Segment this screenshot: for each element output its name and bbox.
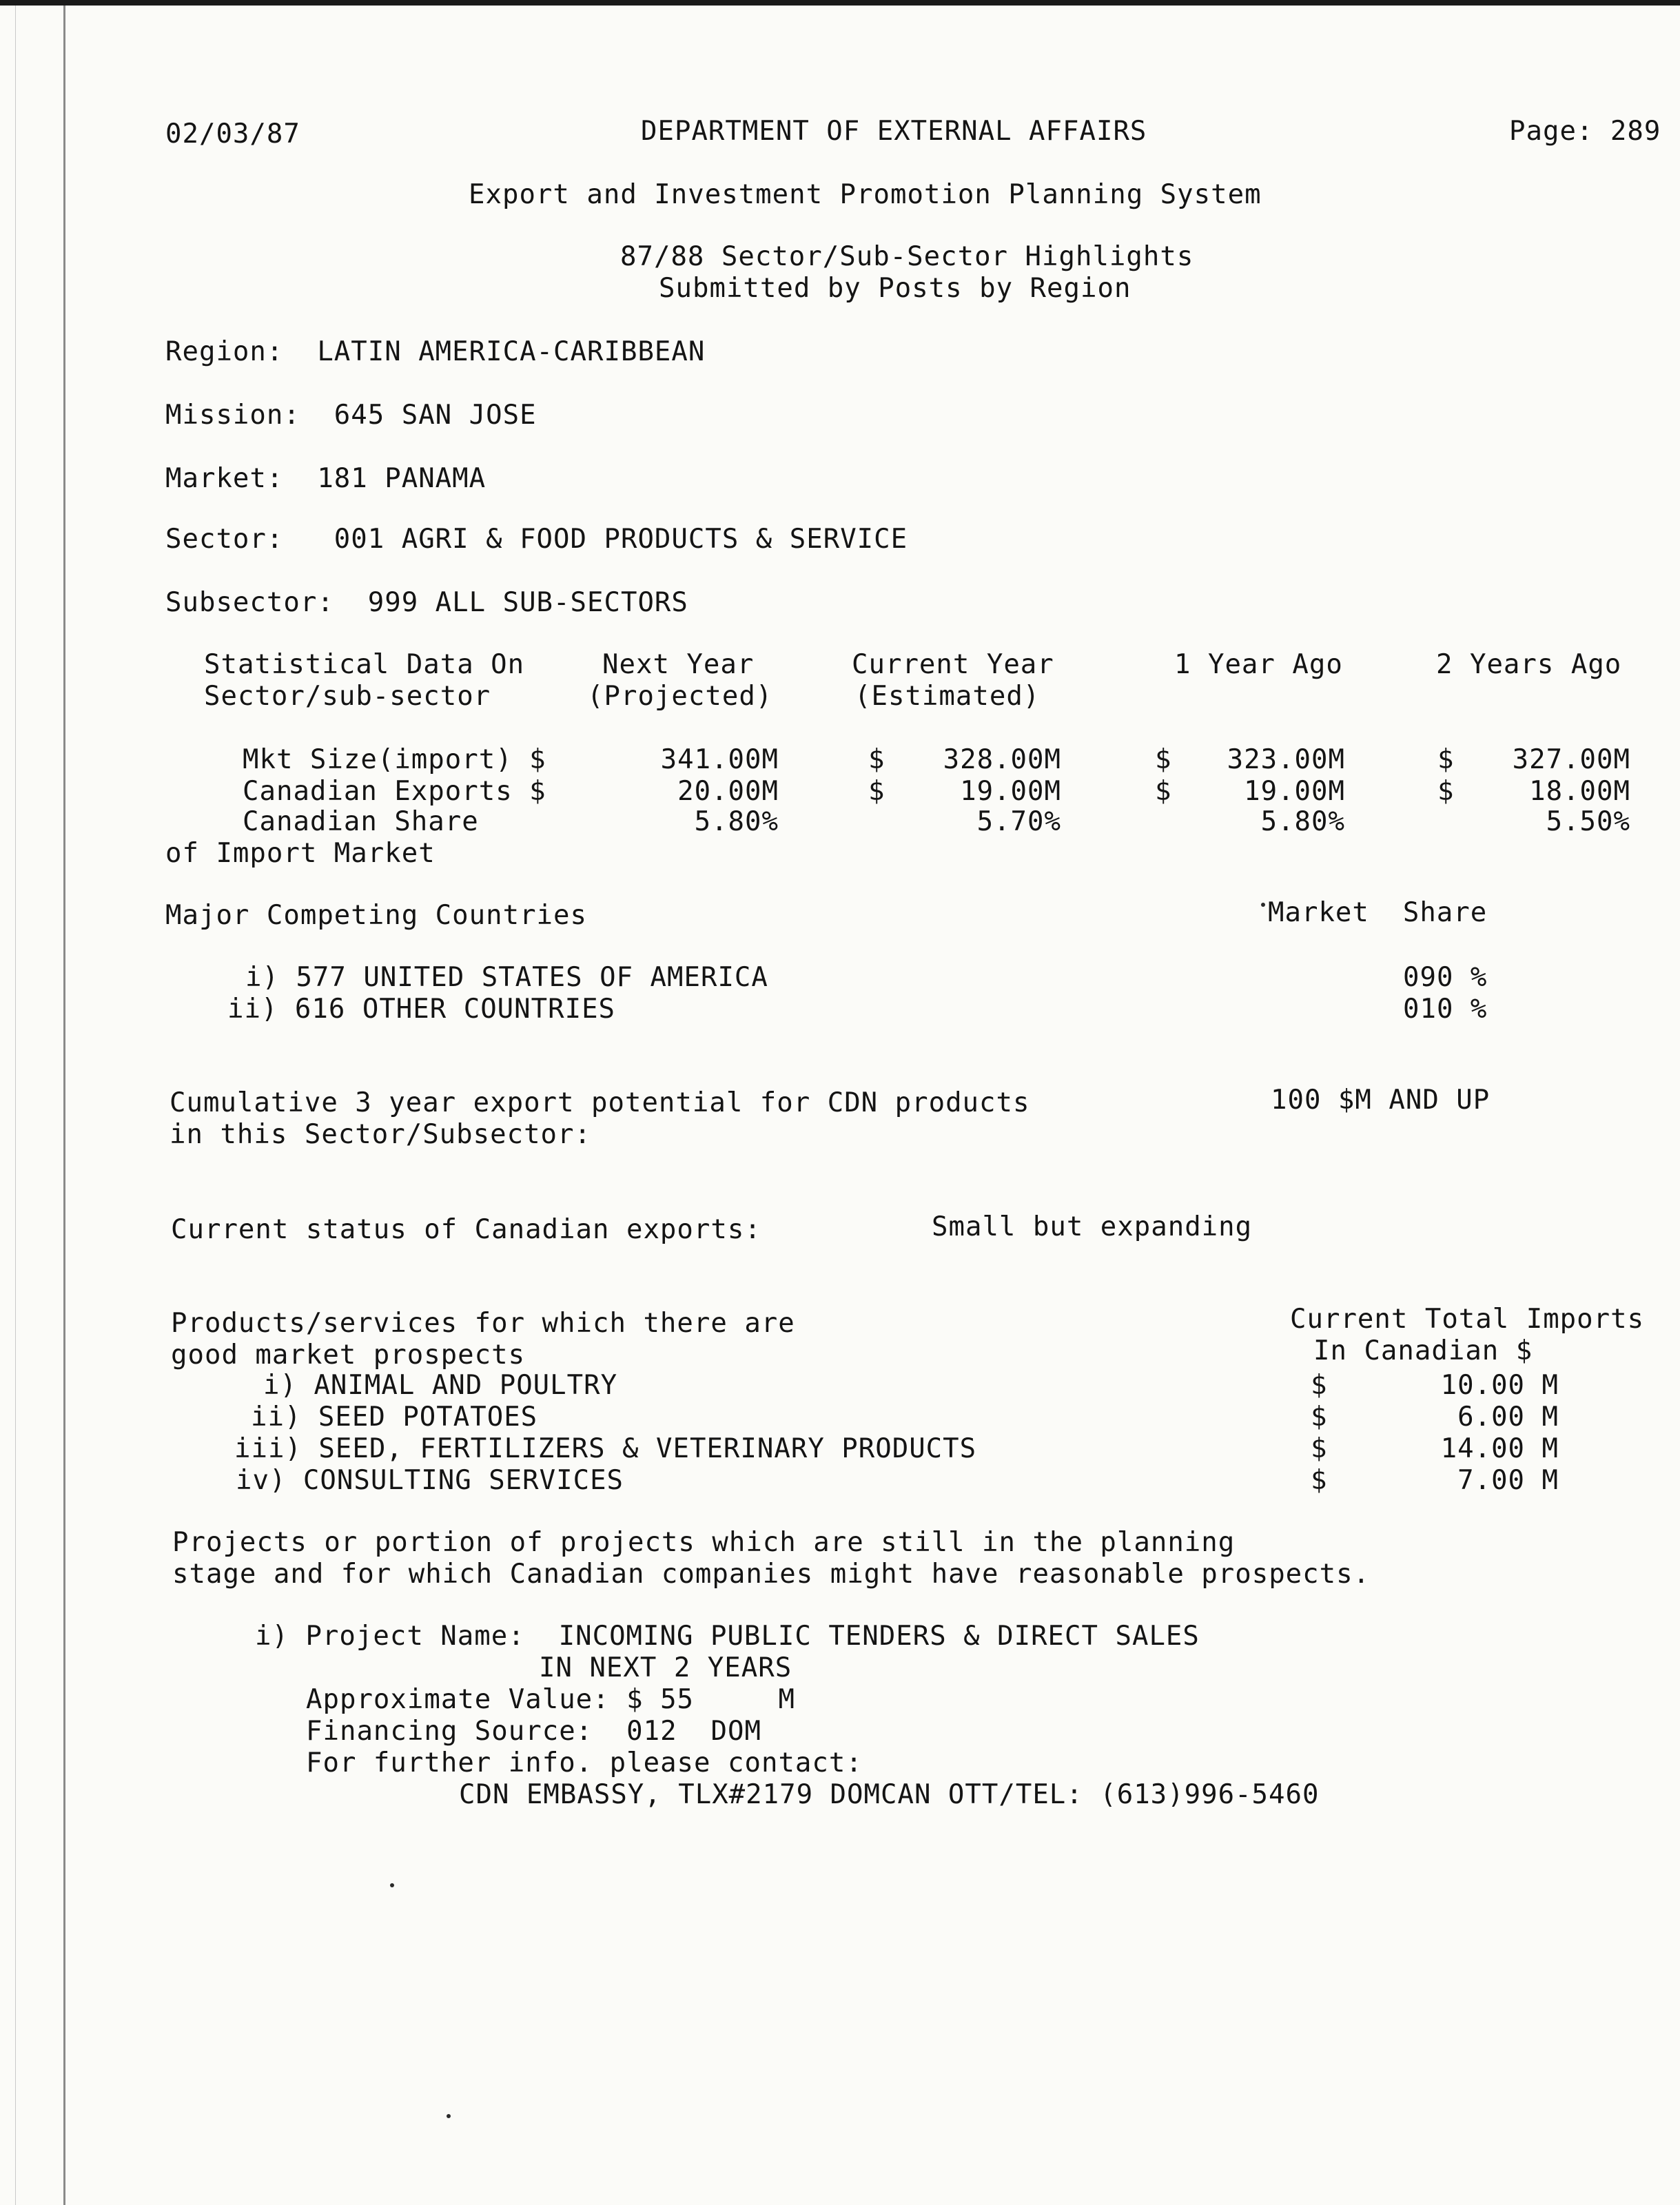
system-title: Export and Investment Promotion Planning System	[469, 179, 1262, 210]
stat-two-value: 18.00M	[1529, 776, 1630, 807]
product-currency: $	[1311, 1433, 1328, 1464]
current-year-header: Current Year	[852, 649, 1054, 680]
scan-speck	[447, 2114, 451, 2118]
product-value: 10.00 M	[1440, 1370, 1559, 1401]
product-value: 7.00 M	[1457, 1465, 1559, 1496]
potential-line-2: in this Sector/Subsector:	[170, 1119, 591, 1150]
stat-next-value: 5.80%	[694, 806, 779, 837]
product-currency: $	[1311, 1402, 1328, 1433]
competitor-item: ii) 616 OTHER COUNTRIES	[227, 994, 616, 1025]
scan-edge-left-dark	[63, 6, 65, 2205]
market-line: Market: 181 PANAMA	[165, 463, 486, 494]
project-contact-value: CDN EMBASSY, TLX#2179 DOMCAN OTT/TEL: (613)996-5460	[459, 1779, 1320, 1810]
stat-row-label: Canadian Share	[243, 806, 479, 837]
sector-line: Sector: 001 AGRI & FOOD PRODUCTS & SERVICE	[165, 524, 908, 555]
scan-edge-left	[15, 6, 16, 2205]
projects-intro-1: Projects or portion of projects which are still in the planning	[172, 1527, 1236, 1558]
scan-speck	[390, 1883, 394, 1887]
competitor-share: 010 %	[1403, 994, 1488, 1025]
scan-edge-top	[0, 0, 1680, 6]
stat-current-currency: $	[868, 744, 885, 775]
stat-row-label: Mkt Size(import) $	[243, 744, 546, 775]
mission-line: Mission: 645 SAN JOSE	[165, 400, 537, 431]
report-subtitle: Submitted by Posts by Region	[659, 273, 1131, 304]
current-year-subheader: (Estimated)	[854, 681, 1041, 712]
one-year-ago-header: 1 Year Ago	[1174, 649, 1343, 680]
competitor-item: i) 577 UNITED STATES OF AMERICA	[245, 962, 768, 993]
competitor-share: 090 %	[1403, 962, 1488, 993]
stat-two-value: 5.50%	[1546, 806, 1630, 837]
imports-header-1: Current Total Imports	[1290, 1304, 1645, 1335]
stat-one-currency: $	[1155, 776, 1172, 807]
region-line: Region: LATIN AMERICA-CARIBBEAN	[165, 336, 706, 367]
product-value: 14.00 M	[1440, 1433, 1559, 1464]
stat-next-value: 341.00M	[660, 744, 779, 775]
product-item: ii) SEED POTATOES	[251, 1402, 538, 1433]
next-year-subheader: (Projected)	[587, 681, 773, 712]
status-label: Current status of Canadian exports:	[171, 1214, 761, 1245]
project-contact-label: For further info. please contact:	[306, 1747, 863, 1778]
stat-two-currency: $	[1437, 776, 1455, 807]
report-date: 02/03/87	[165, 119, 300, 150]
stat-current-value: 5.70%	[976, 806, 1061, 837]
products-intro-2: good market prospects	[171, 1340, 526, 1371]
stats-header-label-2: Sector/sub-sector	[204, 681, 491, 712]
project-value: Approximate Value: $ 55 M	[306, 1684, 795, 1715]
next-year-header: Next Year	[602, 649, 755, 680]
two-years-ago-header: 2 Years Ago	[1436, 649, 1622, 680]
share-suffix: of Import Market	[165, 838, 436, 869]
scan-speck	[1261, 903, 1265, 907]
stat-current-value: 19.00M	[960, 776, 1061, 807]
product-currency: $	[1311, 1370, 1328, 1401]
status-value: Small but expanding	[932, 1211, 1253, 1242]
stat-one-value: 323.00M	[1227, 744, 1345, 775]
potential-line-1: Cumulative 3 year export potential for CDN products	[170, 1087, 1030, 1118]
stat-current-currency: $	[868, 776, 885, 807]
projects-intro-2: stage and for which Canadian companies might have reasonable prospects.	[172, 1559, 1371, 1590]
stat-row-label: Canadian Exports $	[243, 776, 546, 807]
subsector-line: Subsector: 999 ALL SUB-SECTORS	[165, 587, 688, 618]
market-share-header: Market Share	[1268, 897, 1488, 928]
stat-next-value: 20.00M	[677, 776, 779, 807]
stat-current-value: 328.00M	[943, 744, 1061, 775]
stats-header-label-1: Statistical Data On	[204, 649, 525, 680]
page-number: Page: 289	[1509, 116, 1661, 147]
project-name-line-2: IN NEXT 2 YEARS	[539, 1652, 792, 1683]
product-item: iii) SEED, FERTILIZERS & VETERINARY PRODUCTS	[234, 1433, 977, 1464]
stat-two-value: 327.00M	[1512, 744, 1630, 775]
report-title: 87/88 Sector/Sub-Sector Highlights	[620, 241, 1194, 272]
project-financing: Financing Source: 012 DOM	[306, 1716, 761, 1747]
stat-one-value: 19.00M	[1244, 776, 1345, 807]
product-value: 6.00 M	[1457, 1402, 1559, 1433]
department-name: DEPARTMENT OF EXTERNAL AFFAIRS	[641, 116, 1147, 147]
product-item: i) ANIMAL AND POULTRY	[263, 1370, 618, 1401]
project-name-line-1: i) Project Name: INCOMING PUBLIC TENDERS & DIRECT SALES	[255, 1621, 1200, 1652]
competitors-title: Major Competing Countries	[165, 900, 587, 931]
stat-two-currency: $	[1437, 744, 1455, 775]
products-intro-1: Products/services for which there are	[171, 1308, 795, 1339]
product-currency: $	[1311, 1465, 1328, 1496]
imports-header-2: In Canadian $	[1313, 1335, 1533, 1366]
stat-one-value: 5.80%	[1260, 806, 1345, 837]
stat-one-currency: $	[1155, 744, 1172, 775]
potential-value: 100 $M AND UP	[1271, 1085, 1491, 1116]
product-item: iv) CONSULTING SERVICES	[236, 1465, 624, 1496]
